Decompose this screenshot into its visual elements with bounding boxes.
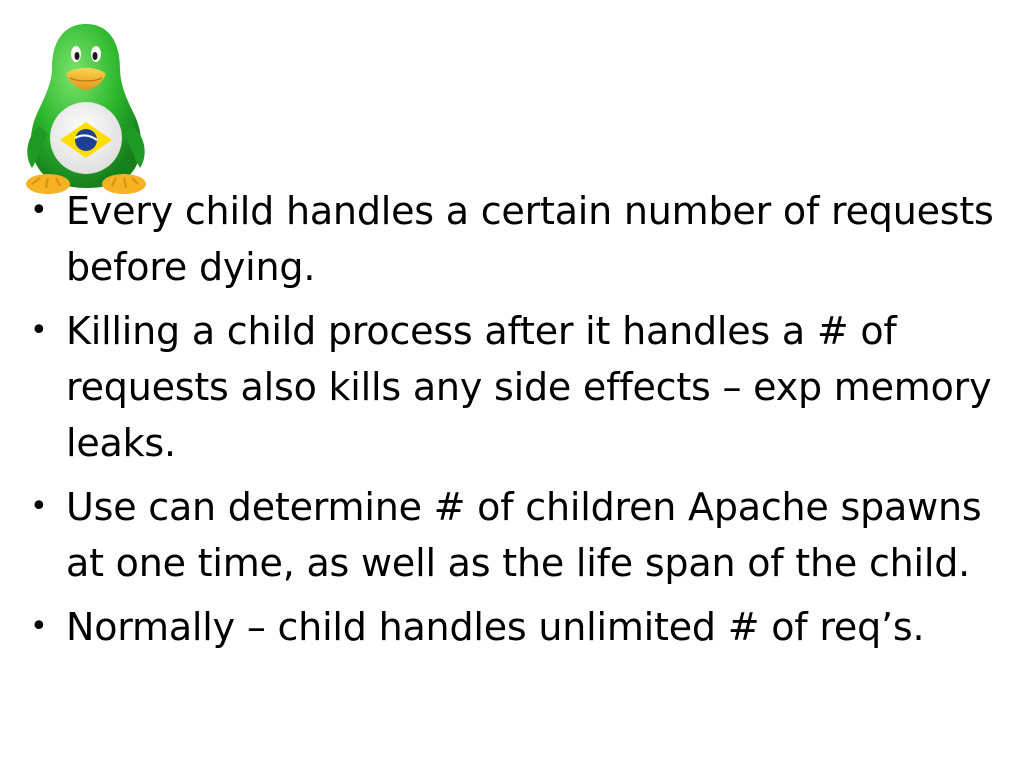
green-penguin-brazil-flag-icon bbox=[18, 18, 154, 200]
bullet-item bbox=[30, 183, 1005, 295]
bullet-item bbox=[30, 479, 1005, 591]
bullet-marker: • bbox=[30, 313, 48, 348]
bullet-text: Use can determine # of children Apache spawns at one time, as well as the life span of the child. bbox=[66, 485, 982, 585]
bullet-marker: • bbox=[30, 193, 48, 228]
bullet-list bbox=[30, 183, 1005, 663]
bullet-marker: • bbox=[30, 609, 48, 644]
bullet-text: Normally – child handles unlimited # of req’s. bbox=[66, 605, 925, 649]
bullet-text: Every child handles a certain number of requests before dying. bbox=[66, 189, 994, 289]
bullet-marker: • bbox=[30, 489, 48, 524]
bullet-item bbox=[30, 303, 1005, 471]
bullet-item bbox=[30, 599, 1005, 655]
bullet-text: Killing a child process after it handles a # of requests also kills any side effects – exp memory leaks. bbox=[66, 309, 992, 465]
